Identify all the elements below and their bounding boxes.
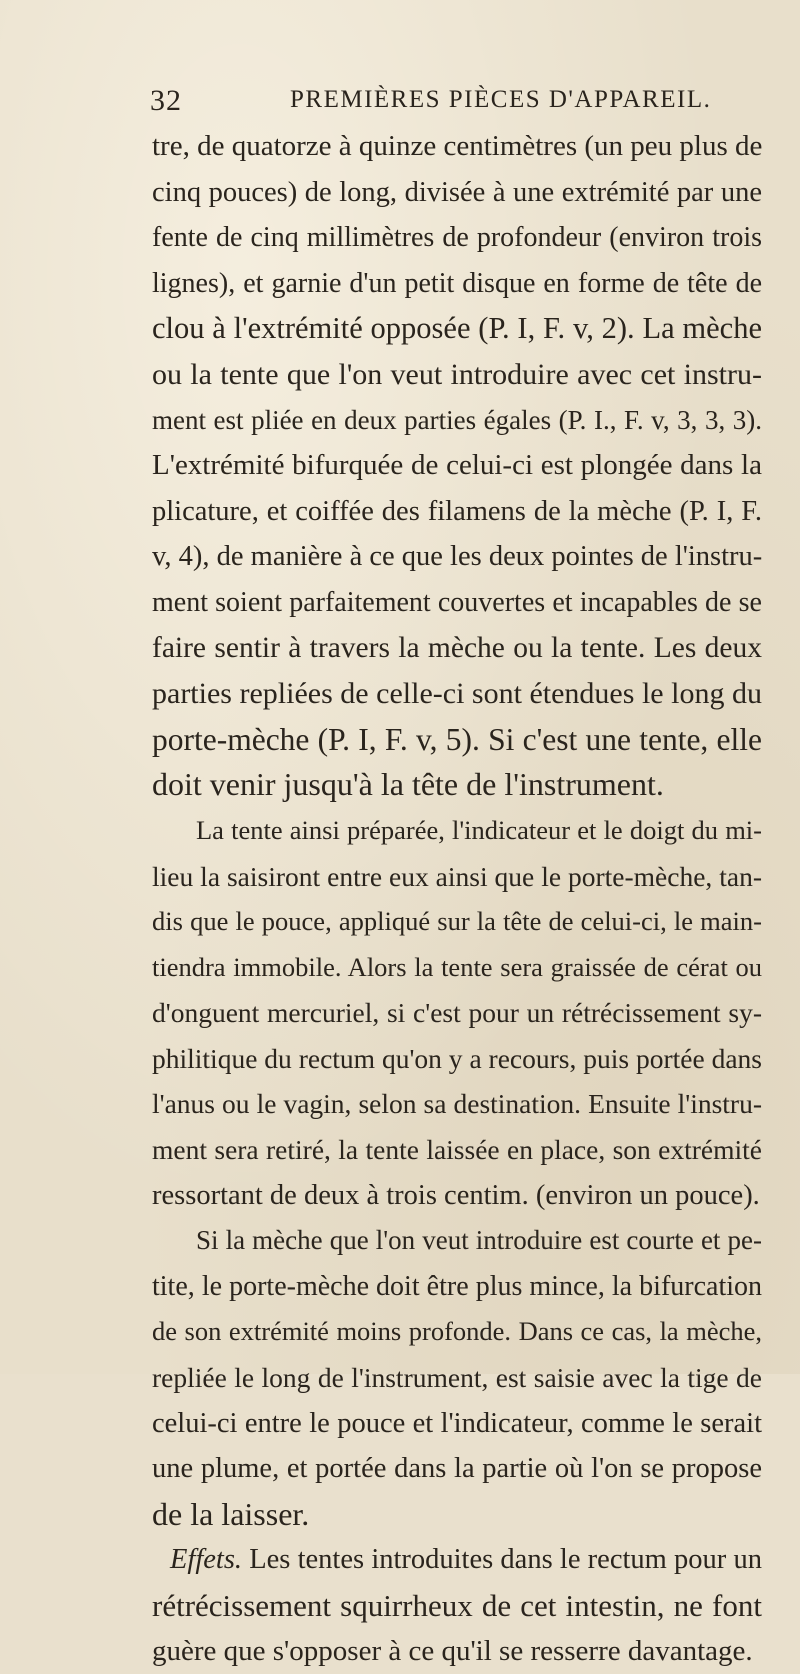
running-title: PREMIÈRES PIÈCES D'APPAREIL.: [290, 86, 712, 113]
text-line: d'onguent mercuriel, si c'est pour un rétrécissement sy-: [152, 997, 762, 1029]
text-line: ment soient parfaitement couvertes et incapables de se: [152, 586, 762, 618]
text-line: philitique du rectum qu'on y a recours, puis portée dans: [152, 1042, 762, 1074]
effets-text: Les tentes introduites dans le rectum pour un: [242, 1544, 762, 1576]
text-line: clou à l'extrémité opposée (P. I, F. v, 2). La mèche: [152, 311, 762, 346]
text-line: tiendra immobile. Alors la tente sera graissée de cérat ou: [152, 951, 762, 982]
text-line: rétrécissement squirrheux de cet intestin, ne font: [152, 1588, 762, 1623]
text-line: tre, de quatorze à quinze centimètres (un peu plus de: [152, 130, 763, 162]
running-head: [150, 84, 740, 124]
text-line: ment est pliée en deux parties égales (P. I., F. v, 3, 3, 3).: [152, 404, 762, 435]
text-line: ressortant de deux à trois centim. (environ un pouce).: [152, 1179, 760, 1211]
effets-heading: Effets.: [170, 1544, 243, 1576]
text-line: parties repliées de celle-ci sont étendues le long du: [152, 677, 762, 711]
text-line: v, 4), de manière à ce que les deux pointes de l'instru-: [152, 541, 763, 573]
text-line: faire sentir à travers la mèche ou la tente. Les deux: [152, 631, 762, 664]
paragraph-start-line: [152, 1537, 762, 1583]
text-line: ou la tente que l'on veut introduire avec cet instru-: [152, 357, 762, 391]
text-line: doit venir jusqu'à la tête de l'instrument.: [152, 766, 664, 803]
text-line: ment sera retiré, la tente laissée en place, son extrémité: [152, 1134, 762, 1166]
paragraph-start-line: Si la mèche que l'on veut introduire est courte et pe-: [196, 1225, 762, 1256]
text-line: de la laisser.: [152, 1495, 310, 1532]
text-line: guère que s'opposer à ce qu'il se resserre davantage.: [152, 1634, 753, 1667]
text-line: lignes), et garnie d'un petit disque en forme de tête de: [152, 267, 762, 299]
text-line: repliée le long de l'instrument, est saisie avec la tige de: [152, 1362, 762, 1394]
text-line: une plume, et portée dans la partie où l'on se propose: [152, 1453, 762, 1485]
text-line: tite, le porte-mèche doit être plus mince, la bifurcation: [152, 1270, 762, 1302]
paragraph-start-line: La tente ainsi préparée, l'indicateur et le doigt du mi-: [196, 814, 762, 845]
text-line: celui-ci entre le pouce et l'indicateur, comme le serait: [152, 1407, 762, 1439]
page-number: 32: [150, 84, 182, 117]
text-line: fente de cinq millimètres de profondeur (environ trois: [152, 222, 762, 254]
text-line: L'extrémité bifurquée de celui-ci est plongée dans la: [152, 449, 762, 482]
text-line: lieu la saisiront entre eux ainsi que le porte-mèche, tan-: [152, 860, 762, 892]
body-text: [152, 124, 762, 1674]
text-line: de son extrémité moins profonde. Dans ce cas, la mèche,: [152, 1316, 762, 1347]
text-line: l'anus ou le vagin, selon sa destination. Ensuite l'instru-: [152, 1088, 762, 1120]
text-line: porte-mèche (P. I, F. v, 5). Si c'est une tente, elle: [152, 721, 762, 757]
text-line: plicature, et coiffée des filamens de la mèche (P. I, F.: [152, 495, 762, 527]
text-line: dis que le pouce, appliqué sur la tête de celui-ci, le main-: [152, 906, 762, 937]
text-line: cinq pouces) de long, divisée à une extrémité par une: [152, 176, 762, 208]
